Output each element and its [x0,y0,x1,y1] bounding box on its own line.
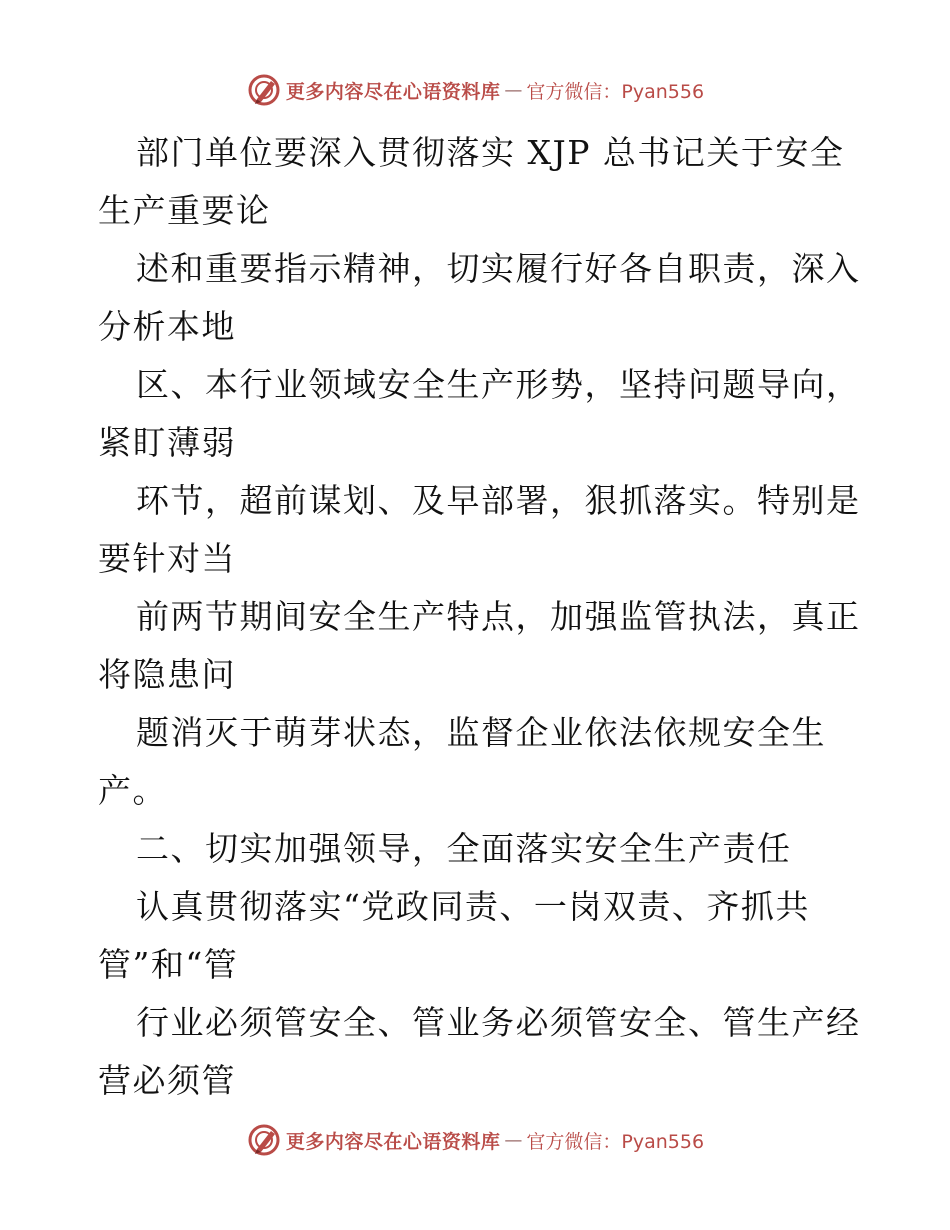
document-body [98,124,861,1110]
text-line: 营必须管 [98,1061,236,1100]
text-line: 述和重要指示精神，切实履行好各自职责，深入 [136,249,861,288]
watermark-contact: 官方微信：Pyan556 [526,1130,705,1153]
text-line: 认真贯彻落实“党政同责、一岗双责、齐抓共 [136,887,810,926]
pen-logo-icon [246,72,282,108]
text-line: 生产重要论 [98,191,271,230]
text-line: 区、本行业领域安全生产形势，坚持问题导向， [136,365,861,404]
text-line: 要针对当 [98,539,236,578]
text-line: 管”和“管 [98,945,239,984]
text-line: 产。 [98,771,167,810]
footer-watermark [0,1118,950,1162]
watermark-text: 更多内容尽在心语资料库 [285,1130,501,1153]
text-line: 紧盯薄弱 [98,423,236,462]
text-line: 环节，超前谋划、及早部署，狠抓落实。特别是 [136,481,861,520]
watermark-separator: — [504,1129,523,1151]
text-line: 部门单位要深入贯彻落实 XJP 总书记关于安全 [136,133,845,172]
watermark-separator: — [504,79,523,101]
text-line: 行业必须管安全、管业务必须管安全、管生产经 [136,1003,861,1042]
text-line: 题消灭于萌芽状态，监督企业依法依规安全生 [136,713,826,752]
watermark-contact: 官方微信：Pyan556 [526,80,705,103]
text-line: 将隐患问 [98,655,236,694]
watermark-text: 更多内容尽在心语资料库 [285,80,501,103]
header-watermark [0,68,950,112]
text-line: 分析本地 [98,307,236,346]
text-line: 前两节期间安全生产特点，加强监管执法，真正 [136,597,861,636]
pen-logo-icon [246,1122,282,1158]
section-heading: 二、切实加强领导，全面落实安全生产责任 [136,829,792,868]
